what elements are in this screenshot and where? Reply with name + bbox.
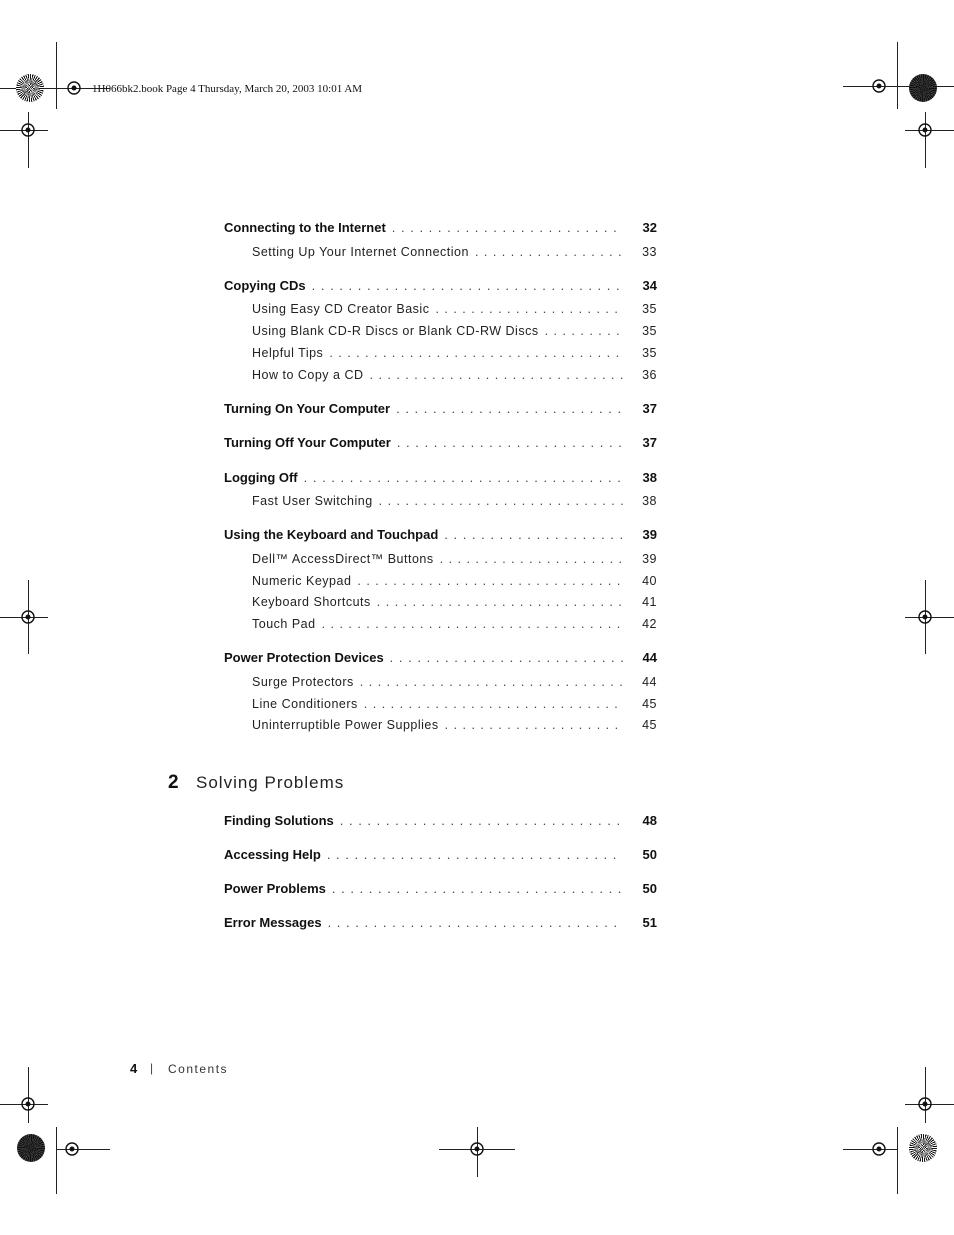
dot-leader bbox=[312, 278, 623, 293]
toc-entry-page: 39 bbox=[642, 527, 657, 542]
dot-leader bbox=[444, 527, 623, 542]
toc-entry-label: Logging Off bbox=[224, 470, 298, 485]
dot-leader bbox=[390, 650, 623, 665]
toc-entry-label: How to Copy a CD bbox=[252, 368, 364, 382]
toc-subentry[interactable] bbox=[252, 245, 657, 259]
toc-entry-label: Surge Protectors bbox=[252, 675, 354, 689]
toc-entry[interactable] bbox=[224, 650, 657, 665]
toc-entry-label: Setting Up Your Internet Connection bbox=[252, 245, 469, 259]
toc-entry[interactable] bbox=[224, 527, 657, 542]
print-slug: 1H066bk2.book Page 4 Thursday, March 20, 2003 10:01 AM bbox=[92, 83, 363, 95]
toc-subentry[interactable] bbox=[252, 675, 657, 689]
crop-line bbox=[897, 1127, 898, 1194]
toc-entry-label: Line Conditioners bbox=[252, 697, 358, 711]
dot-leader bbox=[329, 346, 623, 360]
footer-separator: | bbox=[150, 1061, 154, 1075]
dot-leader bbox=[392, 220, 623, 235]
dot-leader bbox=[379, 494, 623, 508]
toc-entry-page: 44 bbox=[642, 675, 657, 689]
dot-leader bbox=[360, 675, 623, 689]
toc-entry-label: Dell™ AccessDirect™ Buttons bbox=[252, 552, 434, 566]
toc-entry-page: 51 bbox=[642, 915, 657, 930]
toc-entry-page: 34 bbox=[642, 278, 657, 293]
toc-entry-page: 35 bbox=[642, 324, 657, 338]
registration-star-icon bbox=[16, 74, 44, 102]
toc-entry-label: Numeric Keypad bbox=[252, 574, 352, 588]
crop-line bbox=[56, 42, 57, 109]
toc-entry-page: 41 bbox=[642, 595, 657, 609]
dot-leader bbox=[377, 595, 623, 609]
toc-entry-label: Error Messages bbox=[224, 915, 322, 930]
toc-entry-label: Power Problems bbox=[224, 881, 326, 896]
toc-subentry[interactable] bbox=[252, 302, 657, 316]
toc-entry-page: 38 bbox=[642, 494, 657, 508]
toc-entry-page: 50 bbox=[642, 881, 657, 896]
dot-leader bbox=[396, 401, 623, 416]
toc-entry-page: 42 bbox=[642, 617, 657, 631]
toc-entry[interactable] bbox=[224, 813, 657, 828]
toc-entry[interactable] bbox=[224, 470, 657, 485]
toc-entry-label: Using the Keyboard and Touchpad bbox=[224, 527, 439, 542]
toc-entry-page: 39 bbox=[642, 552, 657, 566]
registration-star-icon bbox=[909, 1134, 937, 1162]
dot-leader bbox=[435, 302, 623, 316]
toc-entry-page: 38 bbox=[642, 470, 657, 485]
dot-leader bbox=[327, 847, 623, 862]
dot-leader bbox=[332, 881, 623, 896]
dot-leader bbox=[370, 368, 623, 382]
toc-entry-page: 36 bbox=[642, 368, 657, 382]
toc-entry-page: 40 bbox=[642, 574, 657, 588]
toc-subentry[interactable] bbox=[252, 324, 657, 338]
toc-entry-page: 45 bbox=[642, 718, 657, 732]
dot-leader bbox=[328, 915, 623, 930]
toc-entry-page: 48 bbox=[642, 813, 657, 828]
toc-subentry[interactable] bbox=[252, 574, 657, 588]
dot-leader bbox=[364, 697, 623, 711]
toc-entry-page: 32 bbox=[642, 220, 657, 235]
dot-leader bbox=[357, 574, 623, 588]
registration-star-icon bbox=[909, 74, 937, 102]
toc-entry-page: 35 bbox=[642, 302, 657, 316]
toc-entry-label: Turning Off Your Computer bbox=[224, 435, 391, 450]
toc-entry[interactable] bbox=[224, 847, 657, 862]
dot-leader bbox=[545, 324, 623, 338]
dot-leader bbox=[340, 813, 623, 828]
toc-subentry[interactable] bbox=[252, 595, 657, 609]
toc-entry[interactable] bbox=[224, 401, 657, 416]
dot-leader bbox=[445, 718, 623, 732]
toc-subentry[interactable] bbox=[252, 617, 657, 631]
toc-entry-page: 44 bbox=[642, 650, 657, 665]
toc-entry-label: Helpful Tips bbox=[252, 346, 324, 360]
footer-section-label: Contents bbox=[168, 1062, 229, 1076]
toc-entry-label: Copying CDs bbox=[224, 278, 306, 293]
toc-entry-page: 45 bbox=[642, 697, 657, 711]
crop-line bbox=[56, 1127, 57, 1194]
toc-entry-label: Finding Solutions bbox=[224, 813, 334, 828]
registration-star-icon bbox=[17, 1134, 45, 1162]
toc-entry-page: 33 bbox=[642, 245, 657, 259]
toc-entry-page: 37 bbox=[642, 401, 657, 416]
toc-subentry[interactable] bbox=[252, 718, 657, 732]
toc-entry[interactable] bbox=[224, 915, 657, 930]
toc-entry[interactable] bbox=[224, 881, 657, 896]
toc-entry[interactable] bbox=[224, 435, 657, 450]
toc-entry[interactable] bbox=[224, 278, 657, 293]
toc-entry-label: Touch Pad bbox=[252, 617, 316, 631]
toc-entry-label: Accessing Help bbox=[224, 847, 321, 862]
toc-entry-label: Using Easy CD Creator Basic bbox=[252, 302, 430, 316]
toc-entry-label: Connecting to the Internet bbox=[224, 220, 386, 235]
dot-leader bbox=[397, 435, 623, 450]
toc-entry-label: Keyboard Shortcuts bbox=[252, 595, 371, 609]
toc-subentry[interactable] bbox=[252, 346, 657, 360]
toc-entry-page: 35 bbox=[642, 346, 657, 360]
toc-subentry[interactable] bbox=[252, 552, 657, 566]
toc-entry-label: Power Protection Devices bbox=[224, 650, 384, 665]
toc-entry-page: 50 bbox=[642, 847, 657, 862]
toc-subentry[interactable] bbox=[252, 368, 657, 382]
toc-entry-label: Turning On Your Computer bbox=[224, 401, 391, 416]
chapter-number: 2 bbox=[168, 772, 179, 793]
chapter-title: Solving Problems bbox=[196, 773, 345, 792]
toc-entry-label: Uninterruptible Power Supplies bbox=[252, 718, 439, 732]
crop-line bbox=[843, 86, 954, 87]
footer-page-number: 4 bbox=[130, 1061, 138, 1076]
toc-entry-label: Using Blank CD-R Discs or Blank CD-RW Discs bbox=[252, 324, 539, 338]
toc-entry-page: 37 bbox=[642, 435, 657, 450]
crop-line bbox=[897, 42, 898, 109]
dot-leader bbox=[440, 552, 623, 566]
toc-entry-label: Fast User Switching bbox=[252, 494, 373, 508]
dot-leader bbox=[475, 245, 623, 259]
toc-subentry[interactable] bbox=[252, 697, 657, 711]
dot-leader bbox=[322, 617, 623, 631]
toc-entry[interactable] bbox=[224, 220, 657, 235]
dot-leader bbox=[304, 470, 623, 485]
toc-subentry[interactable] bbox=[252, 494, 657, 508]
